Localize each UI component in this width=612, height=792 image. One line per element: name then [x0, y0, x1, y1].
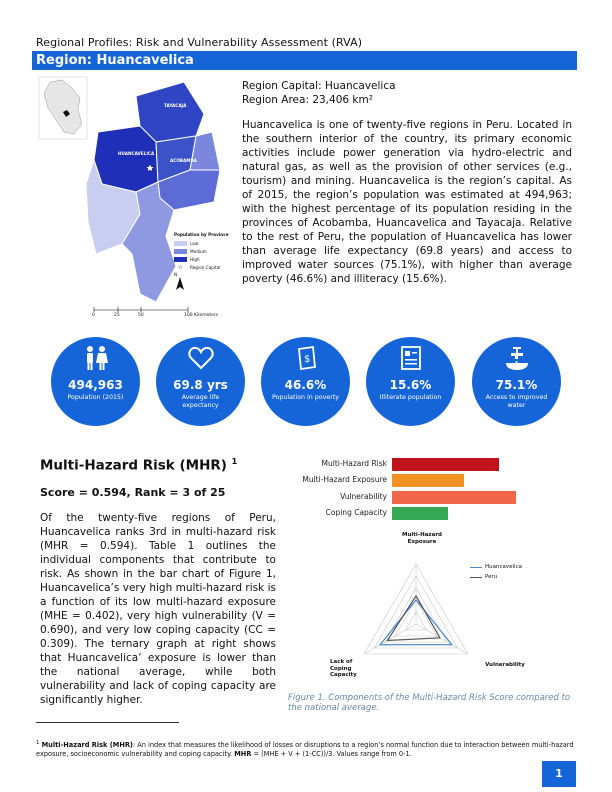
svg-text:$: $: [303, 354, 310, 365]
north-arrow-icon: [176, 277, 184, 290]
stat-label: Population (2015): [67, 394, 124, 401]
page-number: 1: [542, 761, 576, 787]
map-graphic: [36, 74, 236, 324]
document-icon: [366, 345, 455, 371]
stat-value: 494,963: [68, 378, 123, 392]
mhr-paragraph: Of the twenty-five regions of Peru, Huancavelica ranks 3rd in multi-hazard risk (MHR = 0.594). Table 1 outlines the individual components that contribute to risk. As shown in the bar chart of Figure 1, Huancavelica’s very high multi-hazard risk is a function of its low multi-hazard exposure (MHE = 0.402), very high vulnerability (V = 0.690), and very low coping capacity (CC = 0.309). The ternary graph at right shows that Huancavelica’ exposure is lower than the national average, while both vulnerability and lack of coping capacity are significantly higher.: [40, 512, 276, 706]
stat-illiteracy: [366, 337, 455, 426]
region-facts: [242, 79, 396, 107]
mhr-title: Multi-Hazard Risk (MHR) $^1$: [40, 457, 238, 474]
radar-axis-label-exposure: Multi-Hazard Exposure: [402, 532, 442, 545]
bar-row: [280, 505, 580, 520]
bar: [392, 507, 448, 520]
province-label-acobamba: ACOBAMBA: [170, 158, 197, 163]
map-legend-item: Low: [174, 240, 229, 246]
map-legend-item: Medium: [174, 248, 229, 254]
region-capital: Region Capital: Huancavelica: [242, 80, 396, 92]
document-header: Regional Profiles: Risk and Vulnerability Assessment (RVA): [36, 36, 363, 49]
footnote: $^1$ Multi-Hazard Risk (MHR): An index that measures the likelihood of losses or disruptions to a region’s normal function due to interaction between multi-hazard exposure, socioeconomic vulnerability and coping capacity. MHR = (MHE + V + (1-CC))/3. Values range from 0-1.: [36, 740, 574, 759]
intro-paragraph: Huancavelica is one of twenty-five regions in Peru. Located in the southern interior of the country, its primary economic activities include power generation via hydro-electric and natural gas, as well as the provision of other services (e.g., tourism) and mining. Huancavelica is the region’s capital. As of 2015, the region’s population was estimated at 494,963; with the highest percentage of its population residing in the provinces of Acobamba, Huancavelica and Tayacaja. Relative to the rest of Peru, the population of Huancavelica has lower than average life expectancy (69.8 years) and access to improved water sources (75.1%), with higher than average poverty (46.6%) and illiteracy (15.6%).: [242, 119, 572, 285]
stat-label: Access to improved water: [485, 394, 548, 409]
map-legend-title: Population by Province: [174, 232, 229, 237]
heart-icon: [156, 345, 245, 371]
province-label-tayacaja: TAYACAJA: [164, 103, 187, 108]
stat-label: Population in poverty: [271, 394, 340, 401]
scale-tick: 50: [138, 313, 144, 318]
bar-label: Multi-Hazard Exposure: [302, 475, 387, 485]
stat-value: 15.6%: [389, 378, 432, 392]
figure-caption: Figure 1. Components of the Multi-Hazard Risk Score compared to the national average.: [288, 693, 571, 713]
radar-axis-label-coping: Lack of Coping Capacity: [330, 659, 357, 678]
radar-axis-label-vulnerability: Vulnerability: [485, 662, 525, 668]
stat-water: [472, 337, 561, 426]
stat-value: 69.8 yrs: [173, 378, 228, 392]
bar-label: Vulnerability: [340, 491, 387, 501]
bar-row: [280, 472, 580, 487]
region-area: Region Area: 23,406 km²: [242, 94, 373, 106]
stat-value: 75.1%: [495, 378, 538, 392]
map-legend-item: High: [174, 256, 229, 262]
footnote-divider: [36, 722, 179, 723]
north-label: N: [174, 272, 178, 277]
stat-label: Illiterate population: [379, 394, 442, 401]
mhr-radar-chart: [320, 528, 540, 688]
bar-label: Multi-Hazard Risk: [321, 459, 387, 468]
stat-poverty: [261, 337, 350, 426]
bar: [392, 458, 499, 471]
bar-row: [280, 456, 580, 471]
scale-tick: 25: [114, 313, 120, 318]
scale-bar: [94, 307, 188, 312]
star-icon: ☆: [177, 263, 184, 271]
map-legend: [174, 232, 229, 277]
faucet-icon: [472, 345, 561, 371]
stat-value: 46.6%: [284, 378, 327, 392]
scale-tick: 100 Kilometers: [184, 313, 219, 318]
stat-life-expectancy: [156, 337, 245, 426]
province-label-huancavelica: HUANCAVELICA: [118, 151, 155, 156]
stats-row: [0, 337, 612, 427]
stat-label: Average life expectancy: [181, 394, 220, 409]
mhr-score: Score = 0.594, Rank = 3 of 25: [40, 486, 226, 499]
bar-label: Coping Capacity: [325, 507, 387, 517]
radar-legend-item: Peru: [470, 574, 497, 580]
scale-tick: 0: [92, 313, 95, 318]
region-map: [36, 74, 236, 324]
people-icon: [51, 345, 140, 371]
money-icon: [261, 345, 350, 371]
radar-legend-item: Huancavelica: [470, 564, 522, 570]
stat-population: [51, 337, 140, 426]
bar: [392, 491, 516, 504]
bar: [392, 474, 464, 487]
bar-row: [280, 489, 580, 504]
mhr-bar-chart: [280, 456, 580, 520]
map-legend-item: ☆ Region Capital: [174, 264, 229, 270]
footnote-ref: 1: [231, 457, 238, 466]
region-title-bar: Region: Huancavelica: [32, 51, 577, 70]
